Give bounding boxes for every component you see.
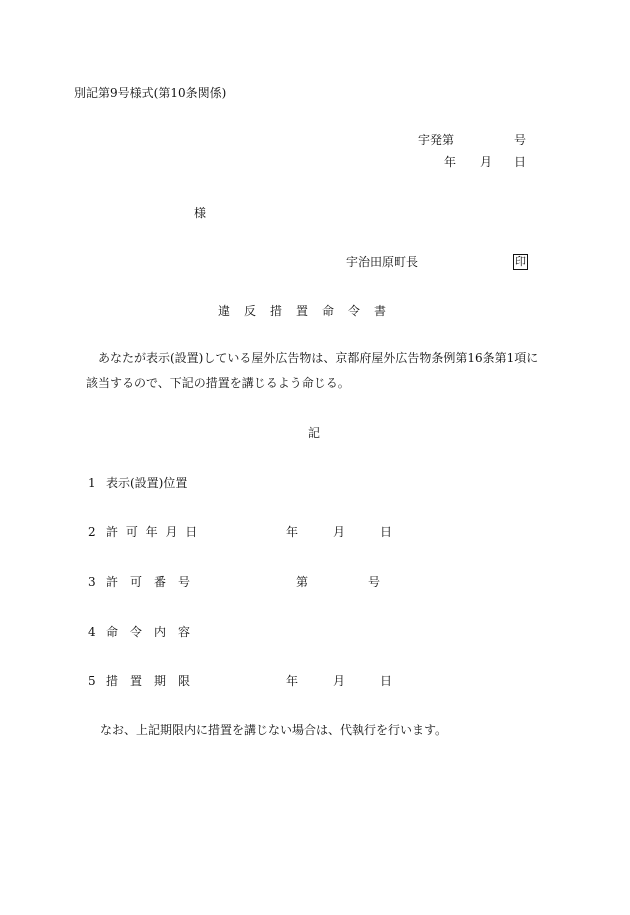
item-5-label: 措 置 期 限: [106, 674, 191, 688]
doc-number-prefix: 宇発第: [418, 133, 455, 147]
date-day-label: 日: [514, 155, 527, 169]
date-year-label: 年: [444, 155, 457, 169]
ki-heading: 記: [308, 426, 321, 440]
item-4-label: 命 令 内 容: [106, 625, 191, 639]
recipient-honorific: 様: [194, 206, 207, 220]
footer-note: なお、上記期限内に措置を講じない場合は、代執行を行います。: [100, 723, 448, 737]
item-1-label: 表示(設置)位置: [106, 476, 188, 490]
item-5-number: 5: [88, 674, 96, 688]
item-5-year: 年: [286, 674, 299, 688]
item-3-prefix: 第: [296, 575, 309, 589]
item-2-label: 許 可 年 月 日: [106, 525, 200, 539]
item-2-day: 日: [380, 525, 393, 539]
item-3-suffix: 号: [368, 575, 381, 589]
item-5-day: 日: [380, 674, 393, 688]
form-label: 別記第9号様式(第10条関係): [74, 86, 227, 100]
item-2-year: 年: [286, 525, 299, 539]
document-title: 違 反 措 置 命 令 書: [218, 304, 388, 318]
doc-number-suffix: 号: [514, 133, 527, 147]
item-1-number: 1: [88, 476, 96, 490]
date-month-label: 月: [480, 155, 493, 169]
item-3-number: 3: [88, 575, 96, 589]
item-3-label: 許 可 番 号: [106, 575, 191, 589]
issuer-name: 宇治田原町長: [346, 255, 419, 269]
seal-mark: [513, 254, 528, 270]
item-2-month: 月: [333, 525, 346, 539]
item-4-number: 4: [88, 625, 96, 639]
body-paragraph: あなたが表示(設置)している屋外広告物は、京都府屋外広告物条例第16条第1項に該当するので、下記の措置を講じるよう命じる。: [86, 351, 539, 390]
item-2-number: 2: [88, 525, 96, 539]
seal-stamp-icon: 印: [515, 255, 526, 268]
item-5-month: 月: [333, 674, 346, 688]
